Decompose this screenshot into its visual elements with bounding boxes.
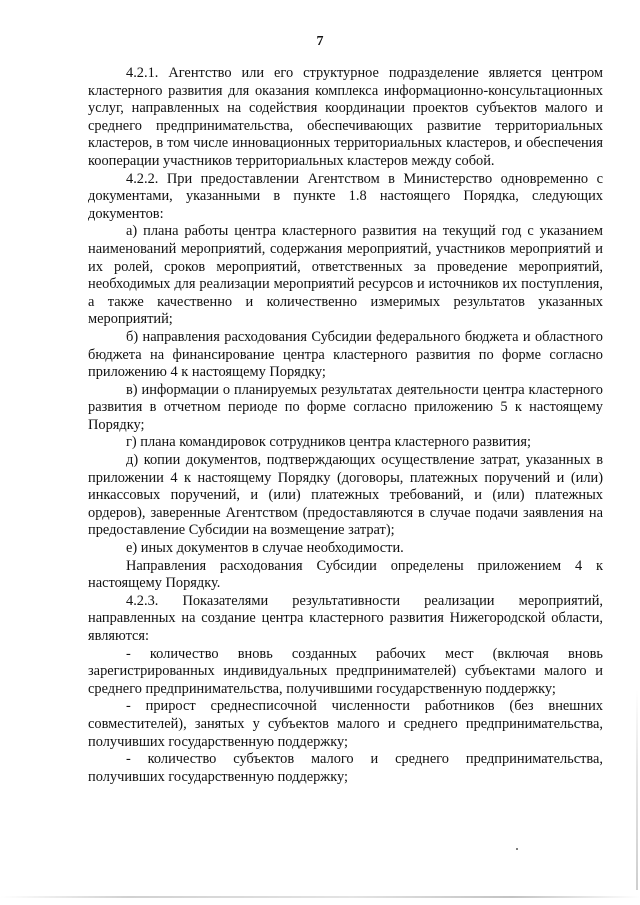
list-item-g: г) плана командировок сотрудников центра кластерного развития;	[126, 434, 532, 451]
list-item-v: в) информации о планируемых результатах деятельности центра кластерного развития в отчетном периоде по форме согласно приложению 5 к настоящему Порядку;	[88, 381, 603, 433]
indicator-item: - количество вновь созданных рабочих мест (включая вновь зарегистрированных индивидуальных предпринимателей) субъектами малого и среднего предпринимательства, получившими государственную поддержку;	[88, 645, 603, 697]
list-item-b: б) направления расходования Субсидии федерального бюджета и областного бюджета на финансирование центра кластерного развития по форме согласно приложению 4 к настоящему Порядку;	[88, 328, 603, 381]
document-body	[88, 65, 603, 786]
paragraph-4-2-3: 4.2.3. Показателями результативности реализации мероприятий, направленных на создание центра кластерного развития Нижегородской области, являются:	[88, 592, 603, 644]
list-item-a: а) плана работы центра кластерного развития на текущий год с указанием наименований мероприятий, содержания мероприятий, участников мероприятий и их ролей, сроков мероприятий, ответственных за проведение мероприятий, необходимых для реализации мероприятий ресурсов и источников их поступления, а также качественно и количественно измеримых результатов указанных мероприятий;	[88, 223, 603, 328]
paragraph-4-2-2: 4.2.2. При предоставлении Агентством в Министерство одновременно с документами, указанными в пункте 1.8 настоящего Порядка, следующих документов:	[88, 170, 603, 222]
paragraph-subsidy-directions: Направления расходования Субсидии определены приложением 4 к настоящему Порядку.	[88, 557, 603, 592]
list-item-e: е) иных документов в случае необходимости.	[126, 540, 404, 557]
scan-artifact-dot	[516, 848, 518, 850]
indicator-item: - количество субъектов малого и среднего предпринимательства, получивших государственную поддержку;	[88, 751, 603, 785]
indicator-item: - прирост среднесписочной численности работников (без внешних совместителей), занятых у субъектов малого и среднего предпринимательства, получивших государственную поддержку;	[88, 698, 603, 750]
scan-artifact-edge	[636, 690, 638, 890]
page-number: 7	[316, 34, 324, 49]
paragraph-4-2-1: 4.2.1. Агентство или его структурное подразделение является центром кластерного развития для оказания комплекса информационно-консультационных услуг, направленных на содействия координации проектов субъектов малого и среднего предпринимательства, обеспечивающих развитие территориальных кластеров, в том числе инновационных территориальных кластеров, и обеспечения кооперации участников территориальных кластеров между собой.	[88, 65, 603, 169]
scan-artifact-line	[0, 896, 640, 898]
list-item-d: д) копии документов, подтверждающих осуществление затрат, указанных в приложении 4 к настоящему Порядку (договоры, платежных поручений и (или) инкассовых поручений, и (или) платежных требований, и (или) платежных ордеров), заверенные Агентством (предоставляются в случае подачи заявления на предоставление Субсидии на возмещение затрат);	[88, 452, 603, 539]
